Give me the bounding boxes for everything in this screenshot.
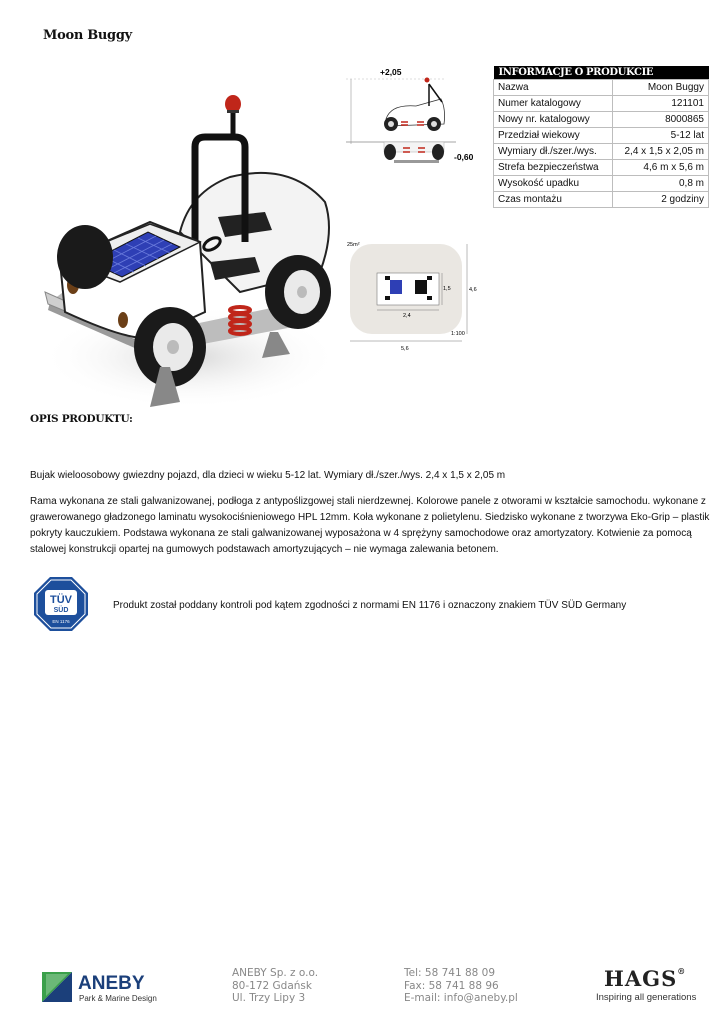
hags-registered-mark: ® [677, 966, 687, 976]
table-row [494, 128, 709, 144]
area-label: 25m² [347, 242, 360, 248]
company-contact [404, 967, 518, 1005]
row-label: Przedział wiekowy [494, 128, 613, 144]
table-row [494, 80, 709, 96]
product-illustration [40, 92, 340, 412]
aneby-name: ANEBY [78, 973, 145, 994]
row-value: 121101 [612, 96, 708, 112]
row-value: 8000865 [612, 112, 708, 128]
hags-name: HAGS [604, 966, 678, 991]
row-label: Numer katalogowy [494, 96, 613, 112]
description-body: Rama wykonana ze stali galwanizowanej, podłoga z antypoślizgowej stali nierdzewnej. Kolorowe panele z otworami w kształcie samochodu. wykonane z grawerowanego gładzonego laminatu wysokociśnieniowego HPL 12mm. Koła wykonane z polietylenu. Siedzisko wykonane z tworzywa Eko-Grip – plastik pokryty kauczukiem. Podstawa wykonana ze stali galwanizowanej wyposażona w 4 sprężyny samochodowe oraz amortyzatory. Kotwienie za pomocą stalowej konstrukcji opartej na gumowych podstawach amortyzujących – nie wymaga zalewania betonem. [30, 496, 710, 555]
aneby-tagline: Park & Marine Design [79, 994, 157, 1003]
contact-fax: Fax: 58 741 88 96 [404, 979, 499, 992]
description-intro: Bujak wieloosobowy gwiezdny pojazd, dla dzieci w wieku 5-12 lat. Wymiary dł./szer./wys. 2,4 x 1,5 x 2,05 m [30, 470, 506, 481]
dim-outer-w: 5,6 [401, 346, 409, 352]
row-label: Czas montażu [494, 192, 613, 208]
certification-text: Produkt został poddany kontroli pod kątem zgodności z normami EN 1176 i oznaczony znakiem TÜV SÜD Germany [113, 600, 627, 611]
description-heading: OPIS PRODUKTU: [30, 413, 133, 425]
table-row [494, 192, 709, 208]
contact-tel: Tel: 58 741 88 09 [404, 967, 496, 979]
row-value: 5-12 lat [612, 128, 708, 144]
table-row [494, 176, 709, 192]
row-label: Nowy nr. katalogowy [494, 112, 613, 128]
row-label: Wymiary dł./szer./wys. [494, 144, 613, 160]
safety-zone-plan [345, 238, 480, 358]
row-value: 0,8 m [612, 176, 708, 192]
height-top-label: +2,05 [380, 67, 402, 77]
dim-outer-h: 4,6 [469, 287, 477, 293]
table-row [494, 144, 709, 160]
row-value: Moon Buggy [612, 80, 708, 96]
scale-label: 1:100 [451, 331, 465, 337]
info-table-header: INFORMACJE O PRODUKCIE [494, 66, 709, 80]
hags-tagline: Inspiring all generations [596, 992, 697, 1003]
address-line: Ul. Trzy Lipy 3 [232, 992, 306, 1004]
table-row [494, 112, 709, 128]
tuv-badge-sub: SÜD [53, 607, 69, 614]
tuv-badge-main: TÜV [50, 594, 72, 606]
company-address [232, 967, 318, 1005]
product-title: Moon Buggy [43, 28, 132, 43]
address-line: 80-172 Gdańsk [232, 979, 312, 992]
tuv-badge-norm: EN 1176 [52, 619, 70, 624]
row-value: 2,4 x 1,5 x 2,05 m [612, 144, 708, 160]
height-bottom-label: -0,60 [454, 152, 474, 162]
dim-inner-w: 2,4 [403, 313, 411, 319]
side-elevation-drawing [346, 64, 476, 169]
aneby-logo [42, 968, 167, 1006]
row-value: 4,6 m x 5,6 m [612, 160, 708, 176]
row-label: Wysokość upadku [494, 176, 613, 192]
wheel-rear-left [57, 225, 113, 289]
row-value: 2 godziny [612, 192, 708, 208]
product-info-table [493, 66, 709, 208]
dim-inner-h: 1,5 [443, 286, 451, 292]
table-row [494, 96, 709, 112]
row-label: Strefa bezpieczeństwa [494, 160, 613, 176]
contact-email[interactable]: E-mail: info@aneby.pl [404, 992, 518, 1004]
hags-logo [596, 966, 696, 1006]
address-line: ANEBY Sp. z o.o. [232, 967, 319, 979]
table-row [494, 160, 709, 176]
row-label: Nazwa [494, 80, 613, 96]
tuv-sud-badge [33, 576, 89, 632]
